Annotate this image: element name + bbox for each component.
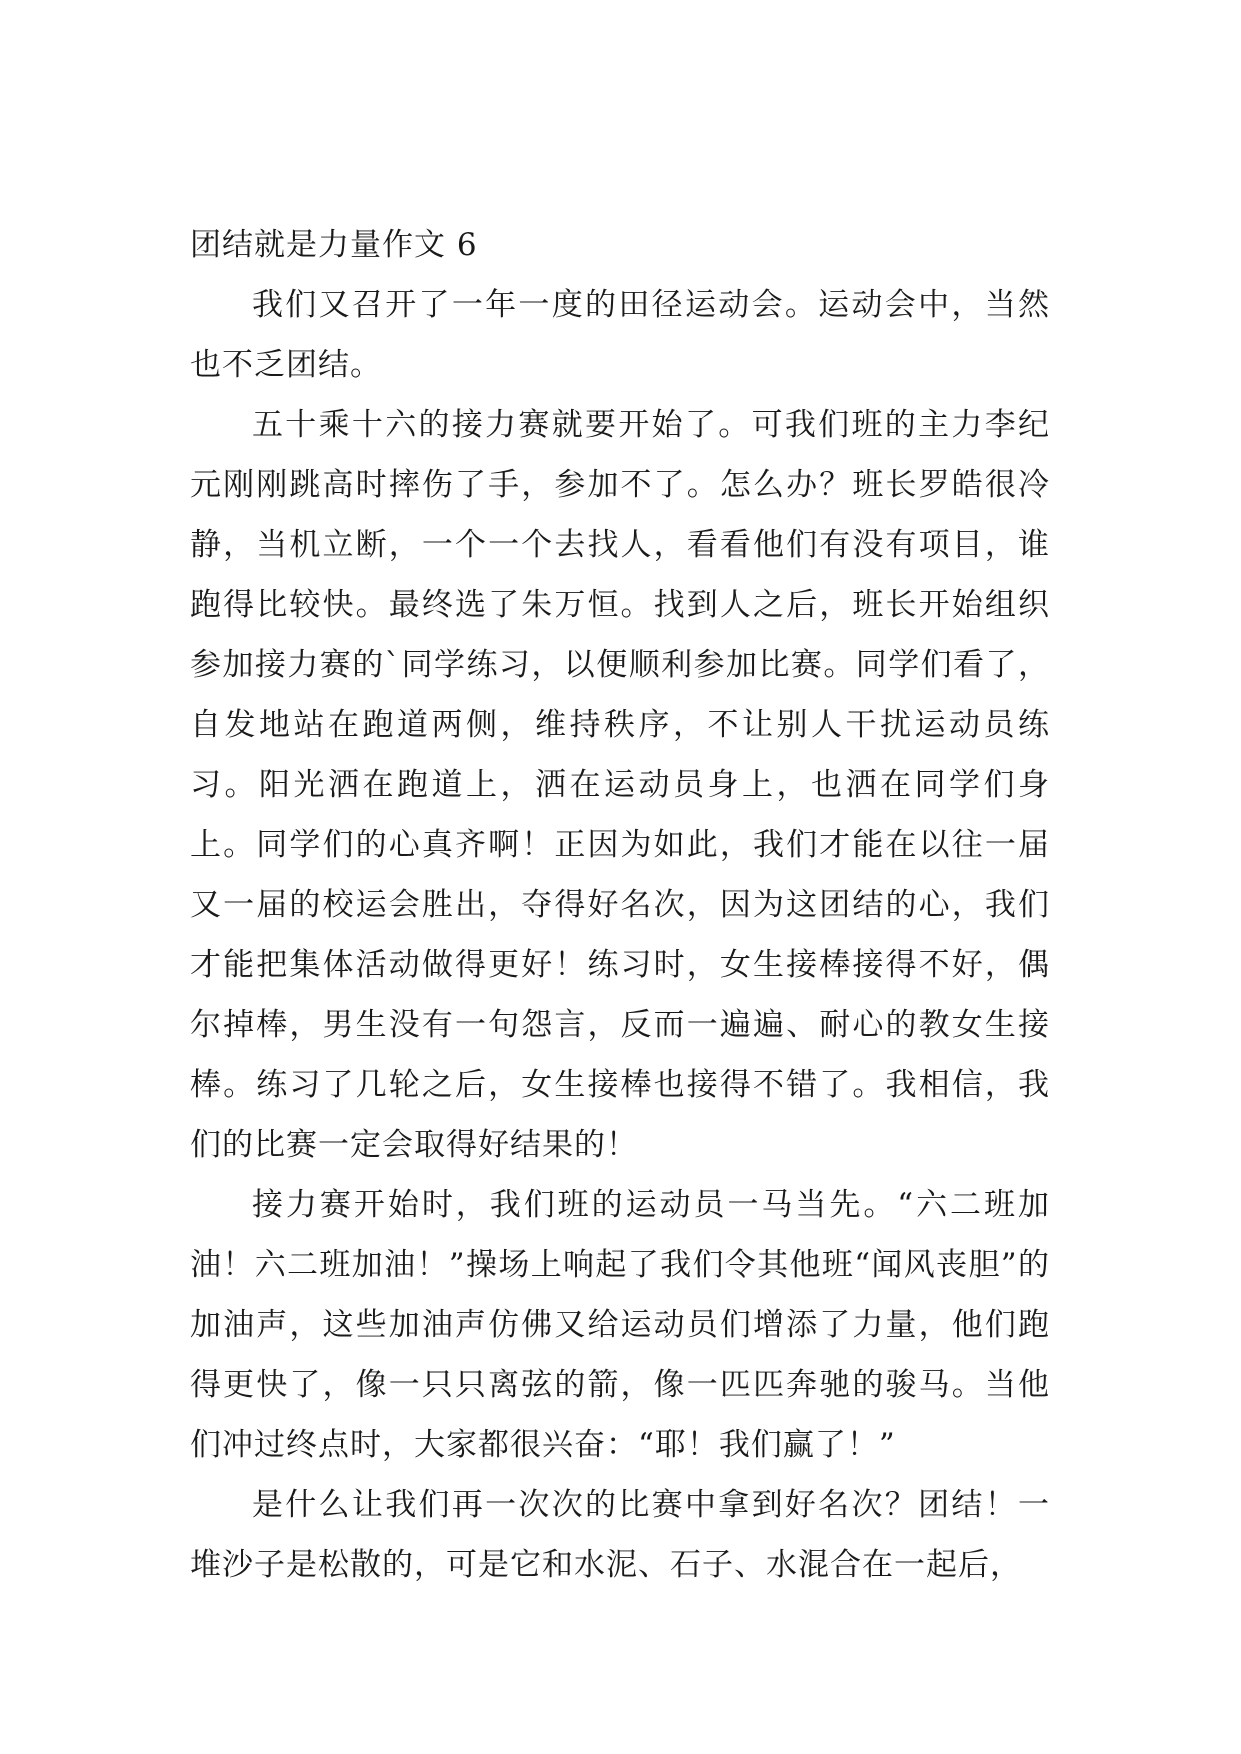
paragraph-2: 五十乘十六的接力赛就要开始了。可我们班的主力李纪元刚刚跳高时摔伤了手，参加不了。怎么办？班长罗皓很冷静，当机立断，一个一个去找人，看看他们有没有项目，谁跑得比较快。最终选了朱万恒。找到人之后，班长开始组织参加接力赛的`同学练习，以便顺利参加比赛。同学们看了，自发地站在跑道两侧，维持秩序，不让别人干扰运动员练习。阳光洒在跑道上，洒在运动员身上，也洒在同学们身上。同学们的心真齐啊！正因为如此，我们才能在以往一届又一届的校运会胜出，夺得好名次，因为这团结的心，我们才能把集体活动做得更好！练习时，女生接棒接得不好，偶尔掉棒，男生没有一句怨言，反而一遍遍、耐心的教女生接棒。练习了几轮之后，女生接棒也接得不错了。我相信，我们的比赛一定会取得好结果的！: [190, 407, 1050, 1163]
paragraph-1: 我们又召开了一年一度的田径运动会。运动会中，当然也不乏团结。: [190, 287, 1050, 383]
document-body: [190, 215, 1050, 1595]
paragraph-4: 是什么让我们再一次次的比赛中拿到好名次？团结！一堆沙子是松散的，可是它和水泥、石子、水混合在一起后，: [190, 1487, 1050, 1583]
paragraph-3: 接力赛开始时，我们班的运动员一马当先。“六二班加油！六二班加油！”操场上响起了我们令其他班“闻风丧胆”的加油声，这些加油声仿佛又给运动员们增添了力量，他们跑得更快了，像一只只离弦的箭，像一匹匹奔驰的骏马。当他们冲过终点时，大家都很兴奋：“耶！我们赢了！”: [190, 1187, 1050, 1463]
essay-title: 团结就是力量作文 6: [190, 227, 478, 263]
